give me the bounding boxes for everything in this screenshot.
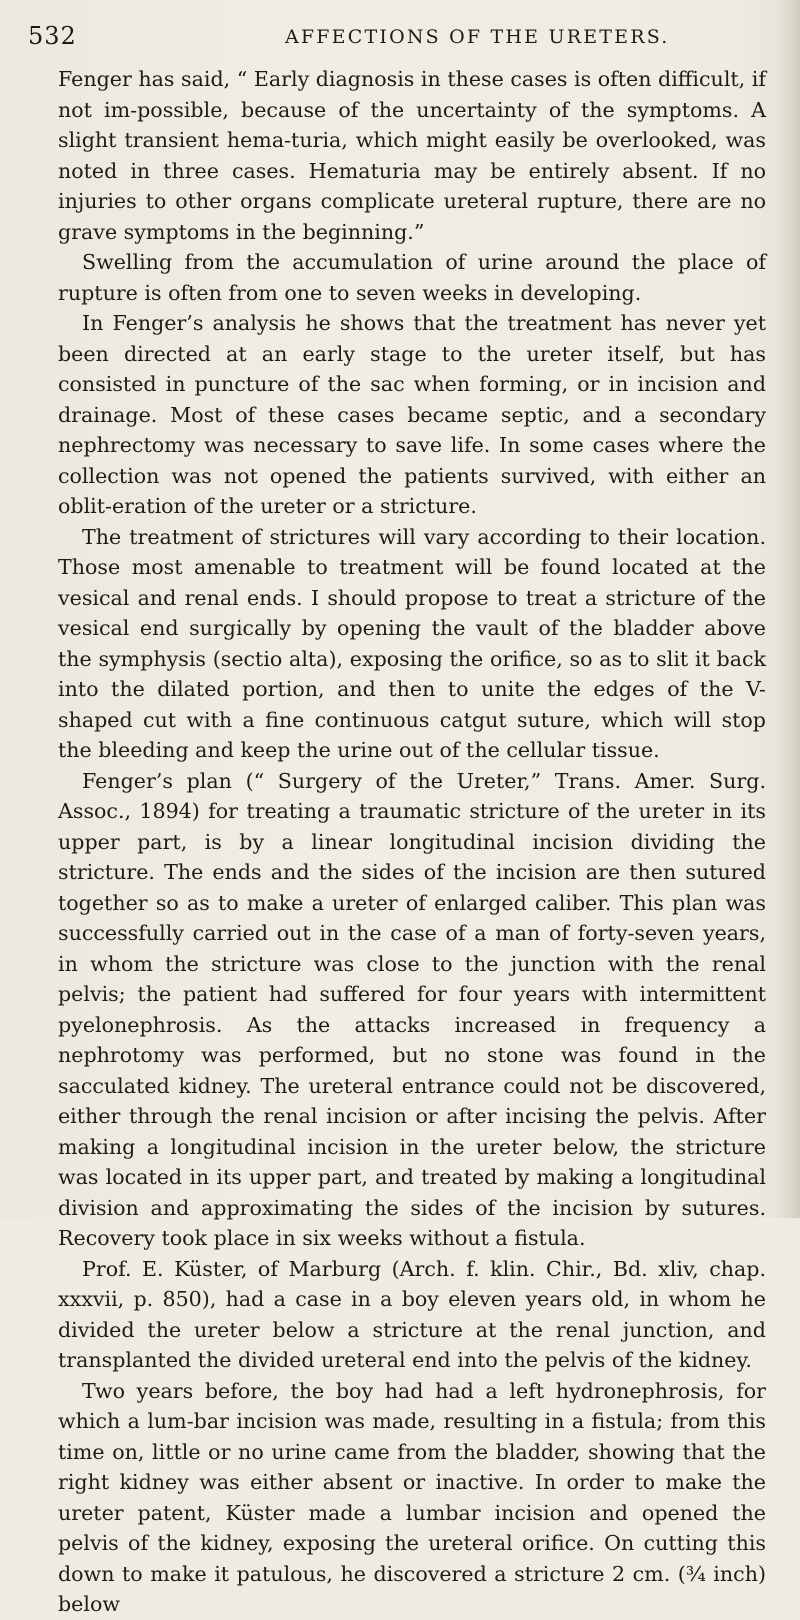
running-title: AFFECTIONS OF THE URETERS. <box>285 26 670 48</box>
page-number: 532 <box>28 22 77 50</box>
body-text <box>58 64 766 1620</box>
paragraph-fenger-quote: Fenger has said, “ Early diagnosis in these cases is often difficult, if not im-possible, because of the uncertainty of the symptoms. A slight transient hema-turia, which might easily be overlooked, was noted in three cases. Hematuria may be entirely absent. If no injuries to other organs complicate ureteral rupture, there are no grave symptoms in the beginning.” <box>58 67 766 244</box>
paragraph-swelling: Swelling from the accumulation of urine around the place of rupture is often from one to seven weeks in developing. <box>58 250 766 305</box>
paragraph-fenger-analysis: In Fenger’s analysis he shows that the treatment has never yet been directed at an early stage to the ureter itself, but has consisted in puncture of the sac when forming, or in incision and drainage. Most of these cases became septic, and a secondary nephrectomy was necessary to save life. In some cases where the collection was not opened the patients survived, with either an oblit-eration of the ureter or a stricture. <box>58 311 766 518</box>
paragraph-fenger-plan: Fenger’s plan (“ Surgery of the Ureter,” Trans. Amer. Surg. Assoc., 1894) for treating a traumatic stricture of the ureter in its upper part, is by a linear longitudinal incision dividing the stricture. The ends and the sides of the incision are then sutured together so as to make a ureter of enlarged caliber. This plan was successfully carried out in the case of a man of forty-seven years, in whom the stricture was close to the junction with the renal pelvis; the patient had suffered for four years with intermittent pyelonephrosis. As the attacks increased in frequency a nephrotomy was performed, but no stone was found in the sacculated kidney. The ureteral entrance could not be discovered, either through the renal incision or after incising the pelvis. After making a longitudinal incision in the ureter below, the stricture was located in its upper part, and treated by making a longitudinal division and approximating the sides of the incision by sutures. Recovery took place in six weeks without a fistula. <box>58 768 766 1250</box>
page-edge-shadow <box>778 0 800 1218</box>
paragraph-two-years-before: Two years before, the boy had had a left hydronephrosis, for which a lum-bar incision was made, resulting in a fistula; from this time on, little or no urine came from the bladder, showing that the right kidney was either absent or inactive. In order to make the ureter patent, Küster made a lumbar incision and opened the pelvis of the kidney, exposing the ureteral orifice. On cutting this down to make it patulous, he discovered a stricture 2 cm. (¾ inch) below <box>58 1378 766 1616</box>
page-header <box>28 22 768 54</box>
paragraph-stricture-treatment: The treatment of strictures will vary according to their location. Those most amenable to treatment will be found located at the vesical and renal ends. I should propose to treat a stricture of the vesical end surgically by opening the vault of the bladder above the symphysis (sectio alta), exposing the orifice, so as to slit it back into the dilated portion, and then to unite the edges of the V-shaped cut with a fine continuous catgut suture, which will stop the bleeding and keep the urine out of the cellular tissue. <box>58 524 766 762</box>
paragraph-kuster-case: Prof. E. Küster, of Marburg (Arch. f. klin. Chir., Bd. xliv, chap. xxxvii, p. 850), had a case in a boy eleven years old, in whom he divided the ureter below a stricture at the renal junction, and transplanted the divided ureteral end into the pelvis of the kidney. <box>58 1256 766 1372</box>
